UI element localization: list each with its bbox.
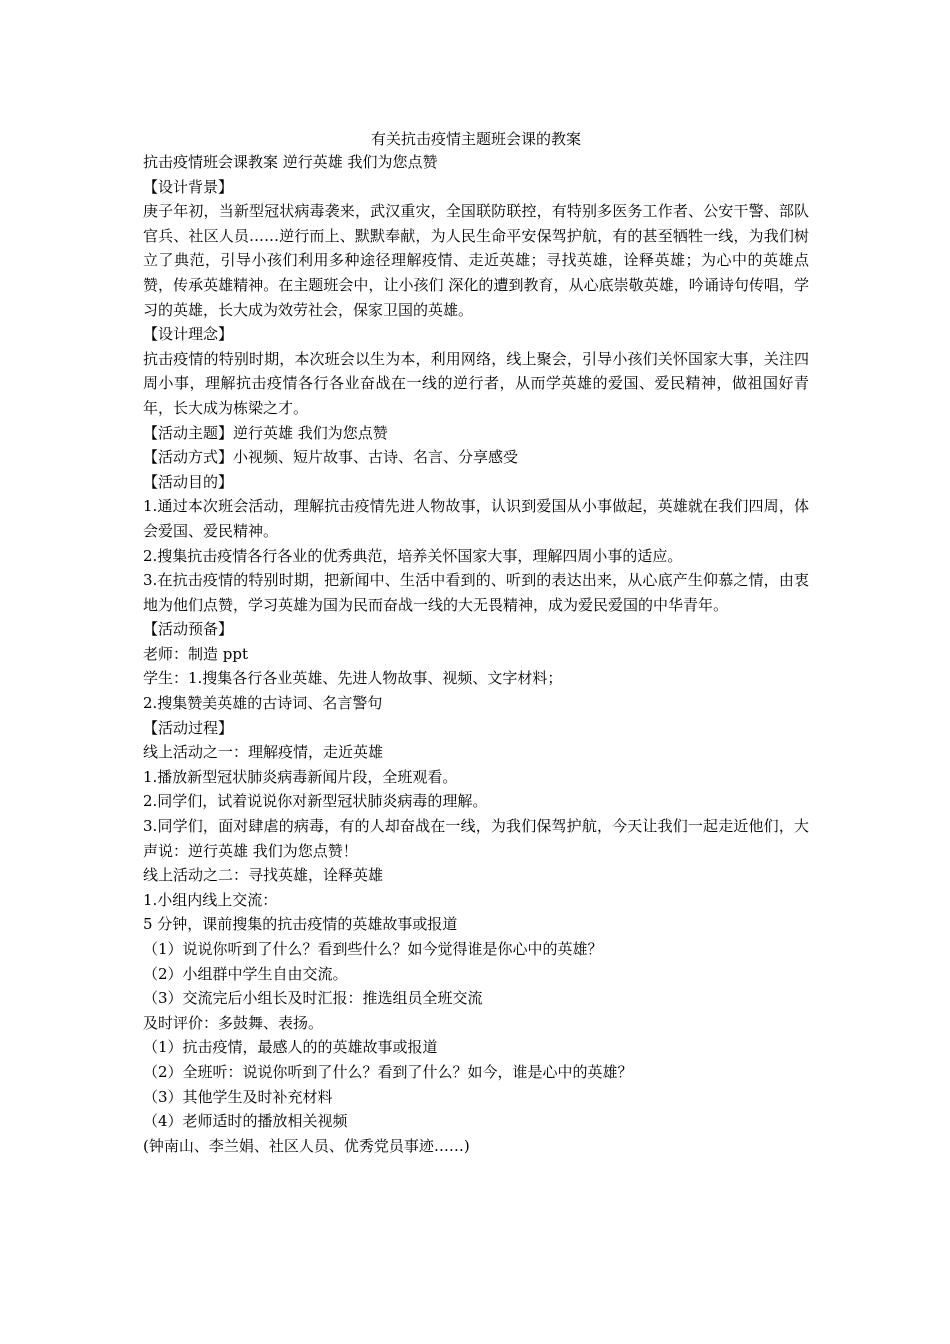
document-paragraph: 【活动预备】 — [143, 620, 234, 639]
document-paragraph: 2.搜集抗击疫情各行各业的优秀典范，培养关怀国家大事，理解四周小事的适应。 — [143, 546, 683, 565]
document-paragraph: （1）说说你听到了什么？看到些什么？如今觉得谁是你心中的英雄？ — [143, 940, 603, 958]
document-paragraph: 3.同学们，面对肆虐的病毒，有的人却奋战在一线，为我们保驾护航，今天让我们一起走近他们，大声说：逆行英雄 我们为您点赞！ — [143, 817, 809, 860]
document-paragraph: 【活动目的】 — [143, 472, 234, 491]
document-paragraph: 【活动过程】 — [143, 718, 234, 737]
document-body — [143, 128, 809, 1158]
document-paragraph: 庚子年初，当新型冠状病毒袭来，武汉重灾，全国联防联控，有特别多医务工作者、公安干警、部队官兵、社区人员……逆行而上、默默奉献，为人民生命平安保驾护航，有的甚至牺牲一线，为我们树立了典范，引导小孩们利用多种途径理解疫情、走近英雄；寻找英雄，诠释英雄；为心中的英雄点赞，传承英雄精神。在主题班会中，让小孩们 深化的遭到教育，从心底崇敬英雄，吟诵诗句传唱，学习的英雄，长大成为效劳社会，保家卫国的英雄。 — [143, 202, 809, 319]
document-paragraph: 2.同学们，试着说说你对新型冠状肺炎病毒的理解。 — [143, 792, 488, 811]
document-paragraph: 1.小组内线上交流： — [143, 890, 278, 909]
document-title: 有关抗击疫情主题班会课的教案 — [370, 130, 581, 148]
document-paragraph: 抗击疫情班会课教案 逆行英雄 我们为您点赞 — [143, 153, 438, 171]
document-paragraph: 【设计理念】 — [143, 325, 234, 344]
document-paragraph: 线上活动之一：理解疫情，走近英雄 — [143, 743, 384, 762]
document-paragraph: 5 分钟，课前搜集的抗击疫情的英雄故事或报道 — [143, 915, 458, 934]
document-paragraph: 老师：制造 ppt — [143, 644, 249, 663]
document-paragraph: (钟南山、李兰娟、社区人员、优秀党员事迹……) — [143, 1136, 470, 1155]
document-paragraph: （2）小组群中学生自由交流。 — [143, 964, 348, 983]
document-paragraph: （3）其他学生及时补充材料 — [143, 1087, 333, 1106]
document-paragraph: 2.搜集赞美英雄的古诗词、名言警句 — [143, 694, 383, 713]
document-paragraph: （3）交流完后小组长及时汇报：推选组员全班交流 — [143, 989, 483, 1008]
document-lines — [143, 150, 809, 1158]
document-paragraph: 抗击疫情的特别时期，本次班会以生为本，利用网络，线上聚会，引导小孩们关怀国家大事，关注四周小事，理解抗击疫情各行各业奋战在一线的逆行者，从而学英雄的爱国、爱民精神，做祖国好青年，长大成为栋梁之才。 — [143, 349, 809, 417]
document-paragraph: 及时评价：多鼓舞、表扬。 — [143, 1013, 324, 1032]
document-paragraph: 1.播放新型冠状肺炎病毒新闻片段，全班观看。 — [143, 767, 458, 786]
document-paragraph: （2）全班听：说说你听到了什么？看到了什么？如今，谁是心中的英雄？ — [143, 1062, 633, 1081]
document-paragraph: 【设计背景】 — [143, 177, 234, 196]
document-paragraph: （1）抗击疫情，最感人的的英雄故事或报道 — [143, 1038, 438, 1057]
document-paragraph: 学生：1.搜集各行各业英雄、先进人物故事、视频、文字材料； — [143, 669, 563, 688]
document-paragraph: 【活动主题】逆行英雄 我们为您点赞 — [143, 423, 388, 442]
document-paragraph: 1.通过本次班会活动，理解抗击疫情先进人物故事，认识到爱国从小事做起，英雄就在我们四周，体会爱国、爱民精神。 — [143, 497, 809, 540]
document-paragraph: 【活动方式】小视频、短片故事、古诗、名言、分享感受 — [143, 448, 519, 467]
document-paragraph: 3.在抗击疫情的特别时期，把新闻中、生活中看到的、听到的表达出来，从心底产生仰慕之情，由衷地为他们点赞，学习英雄为国为民而奋战一线的大无畏精神，成为爱民爱国的中华青年。 — [143, 571, 809, 614]
document-paragraph: （4）老师适时的播放相关视频 — [143, 1112, 348, 1131]
document-paragraph: 线上活动之二：寻找英雄，诠释英雄 — [143, 866, 384, 885]
